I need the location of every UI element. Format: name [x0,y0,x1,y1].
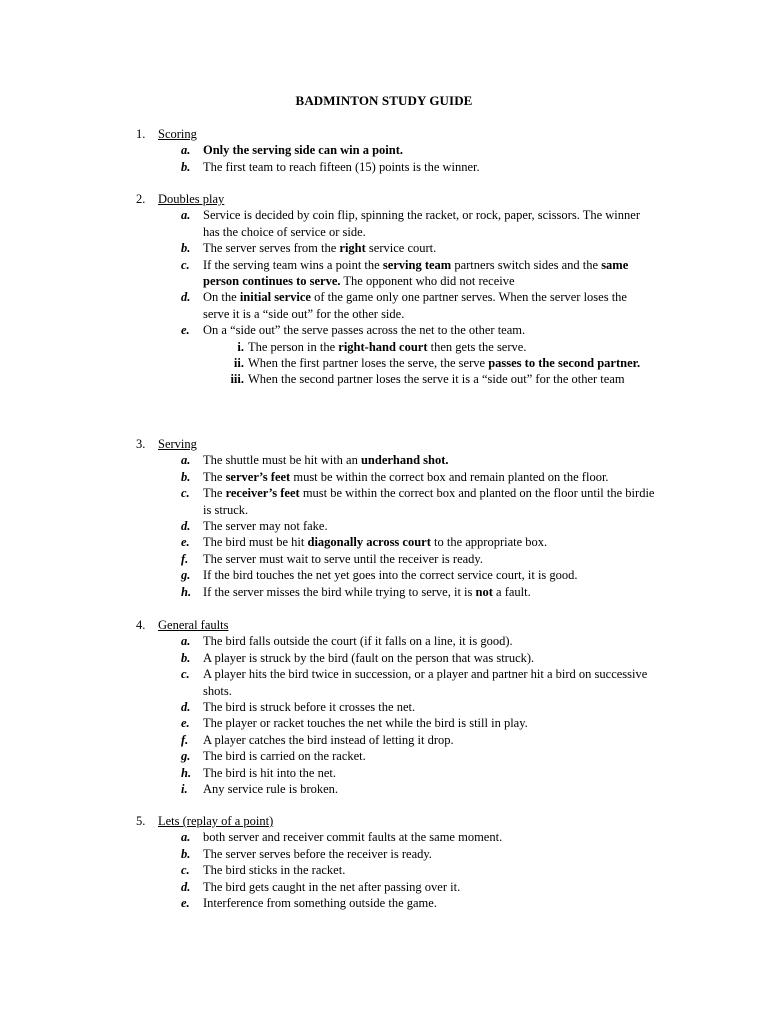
text-run: The first team to reach fifteen (15) points is the winner. [203,159,480,174]
emphasis-text: passes to the second partner. [488,356,641,371]
item-text [203,733,454,747]
list-item [136,748,656,764]
sub-item [136,355,656,371]
item-letter: b. [181,846,191,861]
text-run: The bird gets caught in the net after passing over it. [203,879,461,894]
list-item [136,289,656,322]
text-run: The server serves before the receiver is ready. [203,846,432,861]
item-letter: g. [181,568,191,583]
list-item [136,257,656,290]
item-letter: a. [181,208,191,223]
text-run: If the bird touches the net yet goes into the correct service court, it is good. [203,568,578,583]
item-letter: h. [181,765,192,780]
text-run: The bird is carried on the racket. [203,749,366,764]
section-title: Lets (replay of a point) [158,814,274,828]
list-item [136,895,656,911]
section-heading [136,813,656,829]
emphasis-text: not [475,584,493,599]
section-title: General faults [158,618,229,632]
item-letter: c. [181,257,190,272]
item-text [203,453,449,467]
text-run: If the server misses the bird while trying to serve, it is [203,584,476,599]
text-run: The bird is hit into the net. [203,765,336,780]
sub-item-number: i. [237,339,244,354]
item-text [203,782,338,796]
item-letter: e. [181,896,190,911]
text-run: The player or racket touches the net while the bird is still in play. [203,716,528,731]
sub-item-text [248,340,526,354]
item-text [203,651,534,665]
item-letter: b. [181,159,191,174]
list-item [136,159,656,175]
item-text [203,208,640,238]
item-letter: f. [181,551,189,566]
list-item [136,765,656,781]
item-letter: e. [181,716,190,731]
section-number: 3. [136,437,146,451]
sub-item-number: ii. [233,356,244,371]
text-run: The server must wait to serve until the receiver is ready. [203,551,483,566]
text-run: then gets the serve. [427,339,527,354]
section-heading [136,436,656,452]
item-text [203,880,460,894]
sub-item-text [248,356,640,370]
text-run: A player is struck by the bird (fault on the person that was struck). [203,650,535,665]
item-text [203,863,345,877]
text-run: Any service rule is broken. [203,782,339,797]
text-run: When the second partner loses the serve it is a “side out” for the other team [248,372,625,387]
text-run: The [203,486,226,501]
list-item [136,666,656,699]
item-letter: a. [181,830,191,845]
section [136,126,656,175]
list-item [136,650,656,666]
item-text [203,486,654,516]
text-run: must be within the correct box and planted on the floor until the birdie is struck. [203,486,655,517]
item-letter: d. [181,290,191,305]
item-letter: b. [181,241,191,256]
text-run: If the serving team wins a point the [203,257,383,272]
item-letter: e. [181,323,190,338]
list-item [136,322,656,338]
list-item [136,452,656,468]
section-number: 1. [136,127,146,141]
list-item [136,534,656,550]
section [136,813,656,911]
section [136,191,656,388]
text-run: both server and receiver commit faults at the same moment. [203,830,503,845]
list-item [136,846,656,862]
text-run: Interference from something outside the game. [203,896,437,911]
item-text [203,749,366,763]
section-number: 5. [136,814,146,828]
list-item [136,485,656,518]
item-text [203,470,609,484]
section-heading [136,191,656,207]
item-letter: d. [181,519,191,534]
item-letter: b. [181,650,191,665]
list-item [136,207,656,240]
section-title: Scoring [158,127,197,141]
text-run: The shuttle must be hit with an [203,453,361,468]
text-run: The person in the [248,339,339,354]
list-item [136,732,656,748]
text-run: of the game only one partner serves. When the server loses the serve it is a “side out” for the other side. [203,290,627,321]
item-letter: a. [181,453,191,468]
item-letter: d. [181,700,191,715]
emphasis-text: right-hand court [338,339,428,354]
list-item [136,518,656,534]
text-run: The [203,469,226,484]
text-run: On a “side out” the serve passes across the net to the other team. [203,323,526,338]
emphasis-text: underhand shot. [360,453,449,468]
section [136,617,656,797]
item-text [203,830,502,844]
item-text [203,766,336,780]
item-text [203,716,528,730]
section-heading [136,617,656,633]
item-text [203,700,415,714]
item-text [203,568,578,582]
text-run: Service is decided by coin flip, spinning the racket, or rock, paper, scissors. The winner has the choice of service or side. [203,208,640,239]
list-item [136,633,656,649]
list-item [136,862,656,878]
item-text [203,634,513,648]
emphasis-text: same person continues to serve. [203,257,629,289]
emphasis-text: right [339,241,366,256]
item-letter: c. [181,667,190,682]
item-text [203,290,627,320]
item-text [203,143,403,157]
list-item [136,567,656,583]
item-text [203,241,436,255]
item-text [203,585,531,599]
emphasis-text: server’s feet [225,469,291,484]
item-text [203,519,328,533]
item-letter: f. [181,732,189,747]
section-number: 4. [136,618,146,632]
sub-item-number: iii. [230,372,244,387]
item-letter: a. [181,143,191,158]
text-run: to the appropriate box. [430,535,548,550]
item-letter: c. [181,863,190,878]
section-number: 2. [136,192,146,206]
list-item [136,469,656,485]
text-run: The bird falls outside the court (if it falls on a line, it is good). [203,634,513,649]
text-run: The server serves from the [203,241,340,256]
emphasis-text: Only the serving side can win a point. [203,143,404,158]
text-run: A player catches the bird instead of letting it drop. [203,732,454,747]
text-run: When the first partner loses the serve, the serve [248,356,489,371]
text-run: partners switch sides and the [451,257,602,272]
text-run: The bird must be hit [203,535,308,550]
list-item [136,715,656,731]
list-item [136,551,656,567]
section-heading [136,126,656,142]
item-text [203,847,432,861]
emphasis-text: serving team [382,257,452,272]
list-item [136,142,656,158]
text-run: service court. [365,241,437,256]
item-letter: h. [181,584,192,599]
item-text [203,667,647,697]
list-item [136,699,656,715]
item-text [203,160,480,174]
list-item [136,879,656,895]
list-item [136,781,656,797]
item-text [203,323,525,337]
text-run: The bird is struck before it crosses the net. [203,700,416,715]
emphasis-text: diagonally across court [307,535,431,550]
section-title: Doubles play [158,192,225,206]
section-title: Serving [158,437,197,451]
sub-item [136,339,656,355]
emphasis-text: initial service [239,290,311,305]
list-item [136,584,656,600]
text-run: a fault. [492,584,531,599]
emphasis-text: receiver’s feet [225,486,300,501]
text-run: The bird sticks in the racket. [203,863,346,878]
item-text [203,896,437,910]
item-text [203,552,483,566]
list-item [136,240,656,256]
text-run: must be within the correct box and remain planted on the floor. [290,469,609,484]
item-letter: b. [181,469,191,484]
item-text [203,258,628,288]
text-run: On the [203,290,240,305]
text-run: A player hits the bird twice in succession, or a player and partner hit a bird on successive shots. [203,667,648,698]
list-item [136,829,656,845]
text-run: The opponent who did not receive [340,274,515,289]
text-run: The server may not fake. [203,519,328,534]
page-title: BADMINTON STUDY GUIDE [295,93,473,108]
item-letter: d. [181,879,191,894]
sub-item-text [248,372,625,386]
section [136,436,656,600]
item-letter: g. [181,749,191,764]
item-letter: i. [181,782,188,797]
sub-item [136,371,656,387]
item-text [203,535,547,549]
item-letter: e. [181,535,190,550]
item-letter: c. [181,486,190,501]
item-letter: a. [181,634,191,649]
